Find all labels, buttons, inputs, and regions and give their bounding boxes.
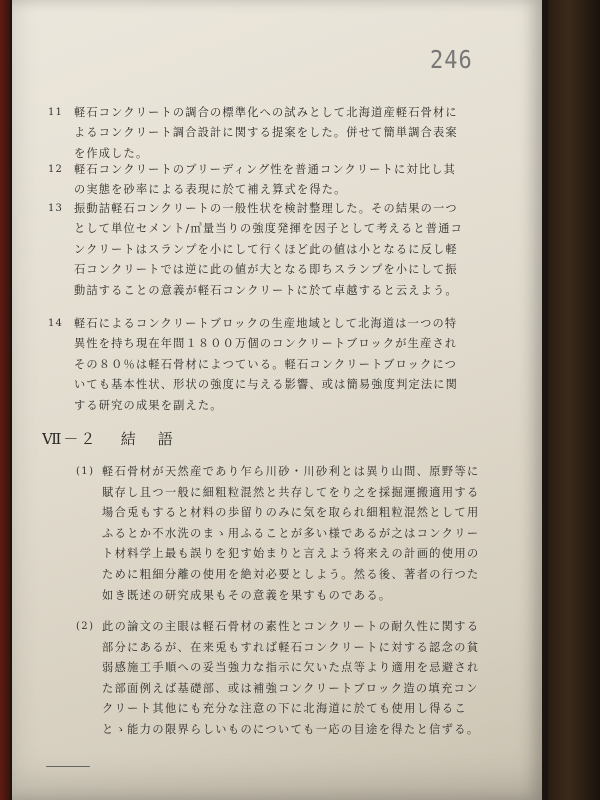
item-text: 軽石コンクリートの調合の標準化への試みとして北海道産軽石骨材によるコンクリート調合設計に関する提案をした。併せて簡単調合表案を作成した。 <box>74 106 458 160</box>
item-number: 11 <box>48 107 64 118</box>
item-number: 14 <box>48 318 64 329</box>
item-text: 振動詰軽石コンクリートの一般性状を検討整理した。その結果の一つとして単位セメント/㎥量当りの強度発揮を因子として考えると普通コンクリートはスランプを小にして行くほど此の値は小となるに反し軽石コンクリートでは逆に此の値が大となる即ちスランプを小にして振動詰することの意義が軽石コンクリートに於て卓越すると云えよう。 <box>74 202 463 297</box>
conclusion-number: (2) <box>76 621 95 632</box>
book-cover-edge <box>0 0 10 800</box>
conclusion-item-2 <box>76 617 482 741</box>
document-page <box>12 0 542 800</box>
page-number: 246 <box>430 46 473 75</box>
section-heading <box>42 428 195 449</box>
list-item-11 <box>48 103 464 164</box>
section-number: Ⅶ－２ <box>42 430 98 448</box>
item-number: 12 <box>48 164 64 175</box>
list-item-12 <box>48 160 464 201</box>
conclusion-item-1 <box>76 462 482 606</box>
conclusion-number: (1) <box>76 466 95 477</box>
item-text: 軽石コンクリートのブリーディング性を普通コンクリートに対比し其の実態を砂率による表現に於て補え算式を得た。 <box>74 163 456 197</box>
background-surface <box>548 0 600 800</box>
conclusion-text: 此の論文の主眼は軽石骨材の素性とコンクリートの耐久性に関する部分にあるが、在来兎もすれば軽石コンクリートに対する認念の貧弱感施工手順への妥当強力な指示に欠いた点等より適用を忌避された部面例えば基礎部、或は補強コンクリートブロック造の填充コンクリート其他にも充分な注意の下に北海道に於ても使用し得ることゝ能力の限界らしいものについても一応の目途を得たと信ずる。 <box>102 620 480 736</box>
section-title: 結語 <box>120 430 195 448</box>
item-text: 軽石によるコンクリートブロックの生産地域として北海道は一つの特異性を持ち現在年間１８００万個のコンクリートブロックが生産されその８０％は軽石骨材によつている。軽石コンクリートブロックについても基本性状、形状の強度に与える影響、或は簡易強度判定法に関する研究の成果を副えた。 <box>74 317 459 412</box>
footer-divider <box>46 766 90 767</box>
list-item-14 <box>48 314 464 416</box>
conclusion-text: 軽石骨材が天然産であり乍ら川砂・川砂利とは異り山間、原野等に賦存し且つ一般に細粗粒混然と共存してをり之を採掘運搬適用する場合兎もすると材料の歩留りのみに気を取られ細粗粒混然として用ふるとか不水洗のまゝ用ふることが多い様であるが之はコンクリート材料学上最も誤りを犯す始まりと言えよう将来えの計画的使用のために粗細分離の使用を絶対必要としよう。然る後、著者の行つた如き既述の研究成果もその意義を果すものである。 <box>102 465 480 602</box>
list-item-13 <box>48 199 464 301</box>
item-number: 13 <box>48 203 64 214</box>
